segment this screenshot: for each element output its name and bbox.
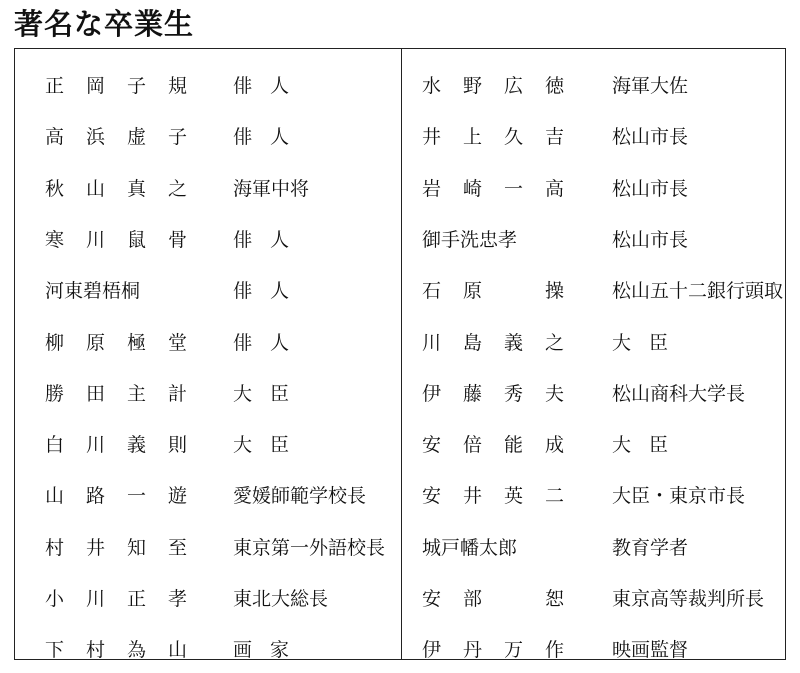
graduate-row: 岩崎一高 松山市長: [402, 169, 785, 209]
graduate-row: 城戸幡太郎 教育学者: [402, 528, 785, 568]
graduate-row: 井上久吉 松山市長: [402, 117, 785, 157]
graduate-title: 松山市長: [612, 126, 689, 149]
left-column: [15, 49, 402, 662]
graduate-row: 柳原極堂 俳人: [15, 323, 401, 363]
graduate-title: 俳人: [233, 331, 308, 354]
graduate-row: 勝田主計 大臣: [15, 374, 401, 414]
graduates-table: [14, 48, 786, 660]
graduate-title: 東京高等裁判所長: [612, 588, 765, 610]
graduate-title: 松山市長: [612, 177, 689, 200]
graduate-title: 大臣: [612, 331, 687, 354]
graduate-row: 御手洗忠孝 松山市長: [402, 220, 785, 260]
graduate-title: 俳人: [233, 75, 308, 97]
graduate-title: 海軍中将: [233, 177, 310, 200]
graduate-title: 映画監督: [612, 639, 689, 662]
graduate-title: 松山市長: [612, 228, 689, 251]
graduate-row: 伊丹万作 映画監督: [402, 630, 785, 670]
graduate-row: 安倍能成 大臣: [402, 425, 785, 465]
graduate-row: 安井英二 大臣・東京市長: [402, 476, 785, 516]
graduate-title: 俳人: [233, 126, 308, 149]
graduate-row: 下村為山 画家: [15, 630, 401, 670]
graduate-row: 高浜虚子 俳人: [15, 117, 401, 157]
page-title: 著名な卒業生: [14, 7, 195, 41]
graduate-title: 松山五十二銀行頭取: [612, 280, 784, 303]
graduate-title: 大臣: [612, 434, 687, 457]
graduate-title: 俳人: [233, 280, 308, 303]
graduate-title: 大臣・東京市長: [612, 485, 746, 508]
graduate-row: 山路一遊 愛媛師範学校長: [15, 476, 401, 516]
graduate-row: 小川正孝 東北大総長: [15, 579, 401, 619]
graduate-row: 水野広徳 海軍大佐: [402, 66, 785, 106]
graduate-title: 大臣: [233, 382, 308, 405]
graduate-row: 河東碧梧桐 俳人: [15, 271, 401, 311]
graduate-row: 村井知至 東京第一外語校長: [15, 528, 401, 568]
graduate-title: 海軍大佐: [612, 75, 689, 97]
graduate-title: 東北大総長: [233, 588, 329, 610]
graduate-row: 伊藤秀夫 松山商科大学長: [402, 374, 785, 414]
graduate-title: 東京第一外語校長: [233, 536, 386, 559]
graduate-row: 寒川鼠骨 俳人: [15, 220, 401, 260]
graduate-row: 白川義則 大臣: [15, 425, 401, 465]
graduate-row: 川島義之 大臣: [402, 323, 785, 363]
graduate-row: 秋山真之 海軍中将: [15, 169, 401, 209]
graduate-row: 石原 操 松山五十二銀行頭取: [402, 271, 785, 311]
graduate-title: 俳人: [233, 228, 308, 251]
graduate-row: 正岡子規 俳人: [15, 66, 401, 106]
graduate-title: 教育学者: [612, 536, 689, 559]
right-column: [402, 49, 785, 662]
graduate-row: 安部 恕 東京高等裁判所長: [402, 579, 785, 619]
graduate-title: 画家: [233, 639, 308, 662]
graduate-title: 愛媛師範学校長: [233, 485, 367, 508]
graduate-title: 松山商科大学長: [612, 382, 746, 405]
graduate-title: 大臣: [233, 434, 308, 457]
